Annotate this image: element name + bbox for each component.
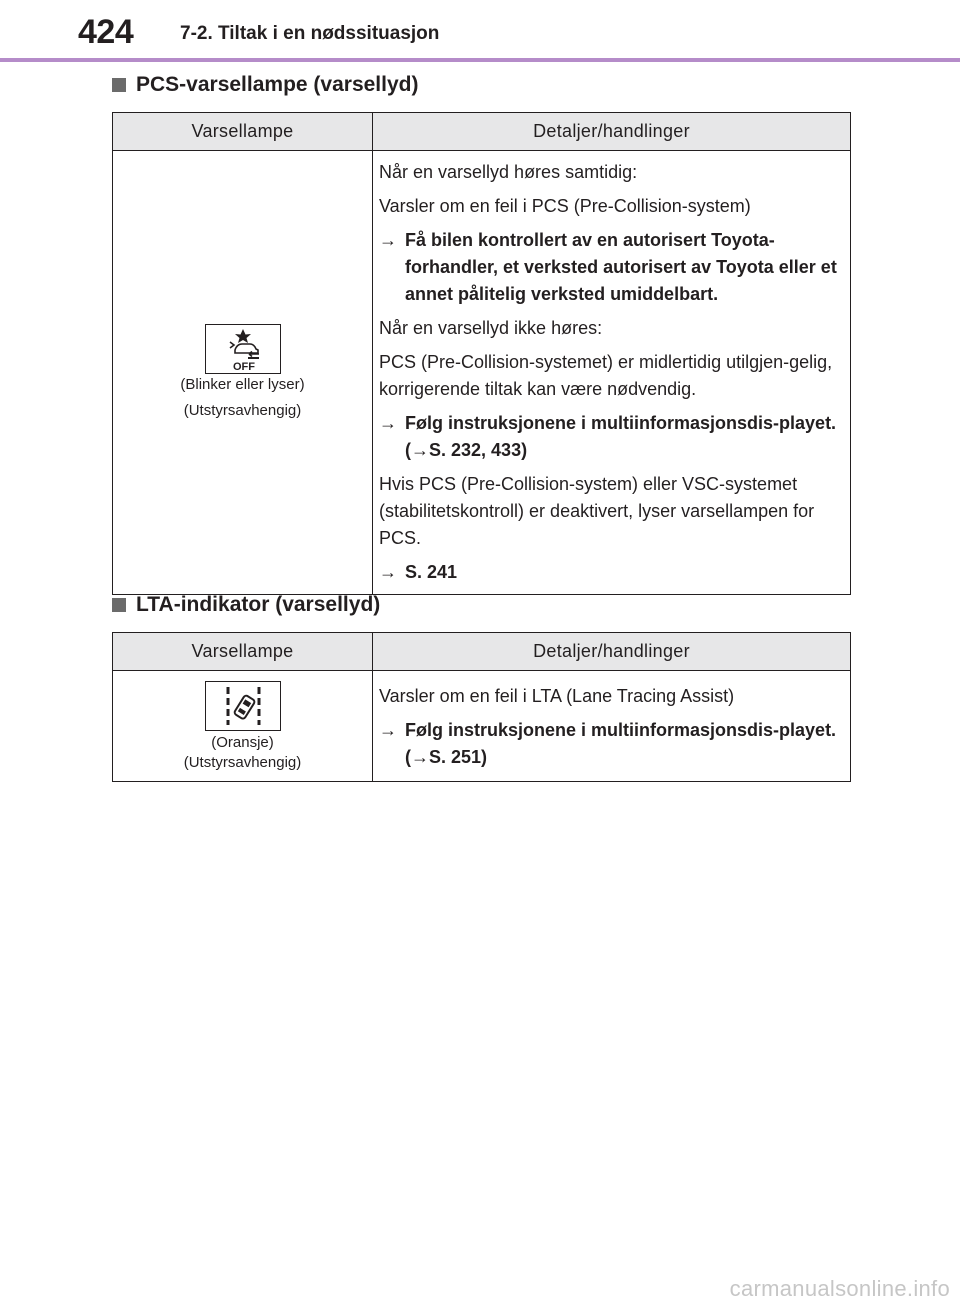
- lamp-caption: (Utstyrsavhengig): [183, 401, 302, 419]
- site-watermark: carmanualsonline.info: [729, 1276, 950, 1301]
- lta-lane-tracing-icon: [205, 681, 281, 731]
- page-reference-link[interactable]: S. 251): [429, 747, 488, 767]
- arrow-icon: →: [379, 562, 397, 582]
- pcs-off-warning-icon: [205, 324, 281, 374]
- column-header-lamp: Varsellampe: [113, 633, 373, 671]
- detail-paragraph: Varsler om en feil i LTA (Lane Tracing Assist): [379, 686, 735, 706]
- header-rule: [0, 58, 960, 62]
- page-number: 424: [78, 13, 134, 51]
- lta-warning-table: [112, 632, 851, 782]
- table-row: [113, 151, 851, 595]
- arrow-icon: →: [411, 747, 429, 767]
- action-text-main: Følg instruksjonene i multiinformasjonsdis-playet. (: [405, 720, 837, 767]
- page-header: [0, 0, 960, 62]
- action-line: [379, 717, 840, 771]
- lamp-caption: (Blinker eller lyser): [180, 375, 305, 393]
- lamp-off-label: OFF: [232, 360, 255, 371]
- action-line: [379, 559, 840, 586]
- arrow-icon: →: [379, 230, 397, 250]
- pcs-warning-table: [112, 112, 851, 595]
- section-heading-pcs: [112, 72, 418, 98]
- detail-paragraph: Når en varsellyd høres samtidig:: [379, 162, 638, 182]
- column-header-lamp: Varsellampe: [113, 113, 373, 151]
- section-heading-text: LTA-indikator (varsellyd): [136, 593, 381, 616]
- arrow-icon: →: [379, 720, 397, 740]
- lamp-caption: (Oransje): [211, 734, 274, 751]
- column-header-details: Detaljer/handlinger: [373, 113, 851, 151]
- action-text: [405, 717, 840, 771]
- action-text: [405, 410, 840, 464]
- table-header-row: [113, 113, 851, 151]
- square-bullet-icon: [112, 598, 126, 612]
- chapter-title: 7-2. Tiltak i en nødssituasjon: [180, 23, 440, 44]
- table-row: [113, 671, 851, 782]
- detail-paragraph: Hvis PCS (Pre-Collision-system) eller VSC-systemet (stabilitetskontroll) er deaktivert, lyser varsellampen for PCS.: [379, 474, 815, 548]
- square-bullet-icon: [112, 78, 126, 92]
- details-cell: [373, 151, 851, 595]
- action-line: [379, 227, 840, 308]
- arrow-icon: →: [379, 413, 397, 433]
- action-line: [379, 410, 840, 464]
- lamp-caption: (Utstyrsavhengig): [183, 754, 302, 771]
- detail-paragraph: Når en varsellyd ikke høres:: [379, 318, 603, 338]
- details-cell: [373, 671, 851, 782]
- lamp-cell: [113, 151, 373, 595]
- page-reference-link[interactable]: S. 241: [405, 562, 458, 582]
- column-header-details: Detaljer/handlinger: [373, 633, 851, 671]
- action-text-main: Følg instruksjonene i multiinformasjonsdis-playet. (: [405, 413, 837, 460]
- detail-paragraph: Varsler om en feil i PCS (Pre-Collision-system): [379, 196, 751, 216]
- lamp-cell: [113, 671, 373, 782]
- table-header-row: [113, 633, 851, 671]
- section-heading-text: PCS-varsellampe (varsellyd): [136, 73, 419, 96]
- page-reference-link[interactable]: S. 232, 433): [429, 440, 528, 460]
- section-heading-lta: [112, 592, 380, 618]
- arrow-icon: →: [411, 440, 429, 460]
- action-text: Få bilen kontrollert av en autorisert Toyota-forhandler, et verksted autorisert av Toyota eller et annet pålitelig verksted umiddelbart.: [405, 230, 837, 304]
- detail-paragraph: PCS (Pre-Collision-systemet) er midlertidig utilgjen-gelig, korrigerende tiltak kan være nødvendig.: [379, 352, 833, 399]
